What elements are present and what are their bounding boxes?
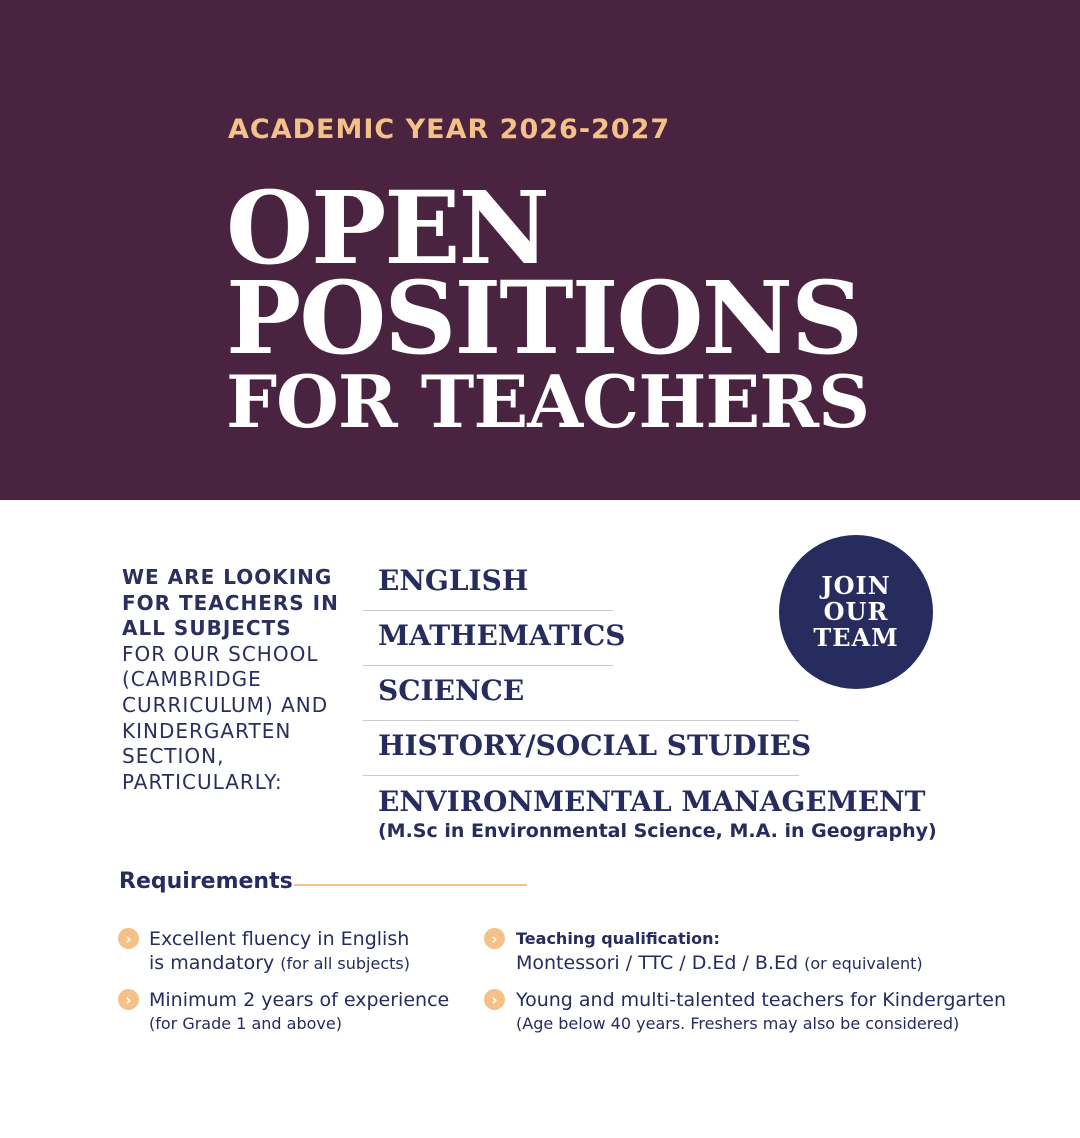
req-kindergarten-note: (Age below 40 years. Freshers may also be considered): [516, 1014, 960, 1033]
subject-environmental: ENVIRONMENTAL MANAGEMENT: [378, 785, 926, 818]
requirement-kindergarten: [516, 988, 1006, 1036]
req-qualification-note: (or equivalent): [804, 954, 923, 973]
req-experience-note: (for Grade 1 and above): [149, 1014, 342, 1033]
subject-mathematics: MATHEMATICS: [378, 619, 626, 652]
subject-science: SCIENCE: [378, 674, 525, 707]
requirement-qualification: [516, 927, 923, 976]
req-qualification-label: Teaching qualification:: [516, 929, 720, 948]
subject-divider: [363, 720, 799, 721]
badge-line-3: TEAM: [813, 623, 899, 652]
subject-divider: [363, 665, 613, 666]
title-line-for-teachers: FOR TEACHERS: [226, 359, 870, 444]
req-experience-main: Minimum 2 years of experience: [149, 989, 450, 1011]
chevron-right-icon: ›: [118, 928, 139, 949]
req-qualification-main: Montessori / TTC / D.Ed / B.Ed: [516, 952, 799, 974]
chevron-right-icon: ›: [484, 989, 505, 1010]
chevron-right-icon: ›: [118, 989, 139, 1010]
intro-regular: FOR OUR SCHOOL (CAMBRIDGE CURRICULUM) AND KINDERGARTEN SECTION, PARTICULARLY:: [122, 641, 329, 794]
intro-bold-2: FOR TEACHERS IN: [122, 590, 339, 615]
subject-note: (M.Sc in Environmental Science, M.A. in Geography): [378, 820, 937, 842]
chevron-right-icon: ›: [484, 928, 505, 949]
subject-english: ENGLISH: [378, 564, 529, 597]
requirement-experience: [149, 988, 449, 1036]
intro-bold-1: WE ARE LOOKING: [122, 565, 333, 589]
req-kindergarten-main: Young and multi-talented teachers for Kindergarten: [516, 989, 1007, 1011]
badge-line-2: OUR: [823, 597, 889, 626]
hero-banner: [0, 0, 1080, 500]
requirement-english: [149, 927, 410, 976]
subject-divider: [363, 610, 613, 611]
requirements-title: Requirements: [119, 869, 293, 894]
subject-history: HISTORY/SOCIAL STUDIES: [378, 729, 812, 762]
intro-text: [122, 565, 352, 795]
badge-line-1: JOIN: [821, 571, 891, 600]
join-our-team-badge: [779, 535, 933, 689]
title-line-open: OPEN: [226, 169, 548, 287]
req-english-note: (for all subjects): [280, 954, 410, 973]
requirements-underline: [294, 884, 527, 886]
title-line-positions: POSITIONS: [226, 259, 862, 377]
req-english-main2: is mandatory: [149, 952, 275, 974]
subject-divider: [363, 775, 799, 776]
intro-bold-3: ALL SUBJECTS: [122, 616, 292, 641]
academic-year: ACADEMIC YEAR 2026-2027: [228, 114, 671, 145]
req-english-main: Excellent fluency in English: [149, 928, 410, 950]
